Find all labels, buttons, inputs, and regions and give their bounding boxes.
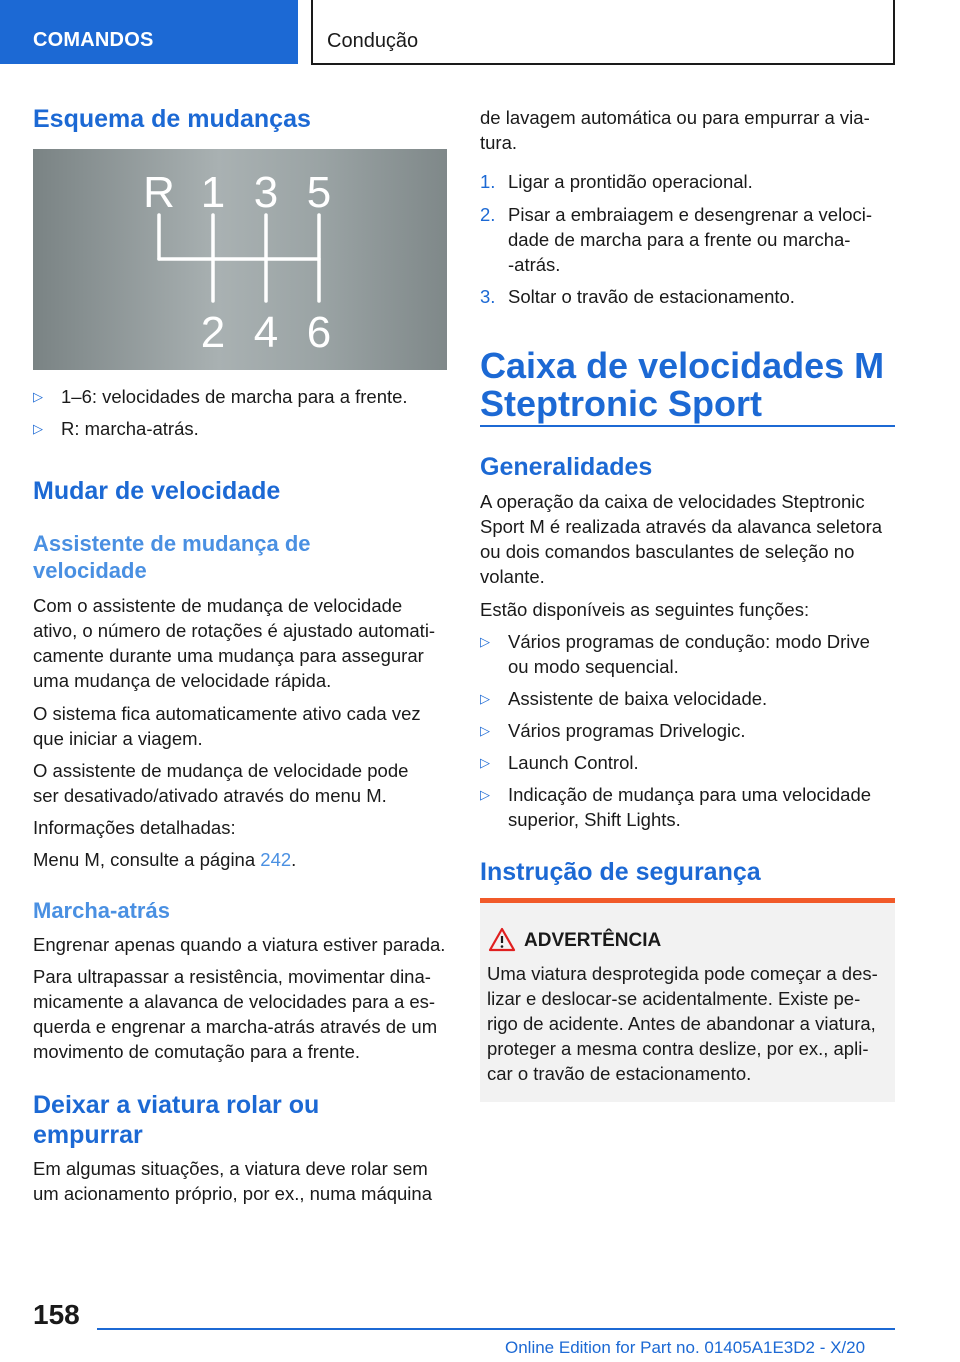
gear-label-bottom: 4 (253, 308, 279, 357)
bullet-triangle-icon: ▷ (480, 723, 490, 738)
warning-label: ADVERTÊNCIA (524, 930, 662, 951)
page-number: 158 (33, 1299, 80, 1330)
m-steptronic-heading-line1: Caixa de velocidades M (480, 345, 885, 386)
change-gear-heading: Mudar de velocidade (33, 477, 281, 505)
m-steptronic-heading-line2: Steptronic Sport (480, 383, 763, 424)
section-label: COMANDOS (33, 29, 154, 51)
paragraph: Menu M, consulte a página 242. (33, 849, 297, 870)
bullet-triangle-icon: ▷ (33, 421, 43, 436)
bullet-triangle-icon: ▷ (480, 691, 490, 706)
paragraph: de lavagem automática ou para empurrar a via- tura. (480, 107, 870, 153)
paragraph: Com o assistente de mudança de velocidade ativo, o número de rotações é ajustado automati- camente durante uma mudança para assegurar uma mudança de velocidade rápida. (33, 595, 436, 691)
assist-heading-line2: velocidade (33, 558, 147, 583)
gear-label-top: 5 (306, 168, 332, 217)
paragraph: A operação da caixa de velocidades Steptronic Sport M é realizada através da alavanca seletora ou dois comandos basculantes de seleção no volante. (480, 491, 883, 587)
paragraph: Em algumas situações, a viatura deve rolar sem um acionamento próprio, por ex., numa máquina (33, 1158, 432, 1204)
chapter-label: Condução (327, 30, 419, 52)
shift-pattern-graphic (33, 149, 447, 370)
paragraph: Estão disponíveis as seguintes funções: (480, 599, 810, 620)
warning-box (480, 898, 895, 1102)
reverse-heading: Marcha-atrás (33, 898, 170, 923)
bullet-triangle-icon: ▷ (480, 634, 490, 649)
assist-heading-line1: Assistente de mudança de (33, 531, 311, 556)
paragraph: O sistema fica automaticamente ativo cada vez que iniciar a viagem. (33, 703, 421, 749)
roll-heading-line2: empurrar (33, 1121, 143, 1149)
gear-label-bottom: 6 (306, 308, 332, 357)
gear-label-top: 1 (200, 168, 226, 217)
divider (480, 425, 895, 427)
bullet-triangle-icon: ▷ (33, 389, 43, 404)
warning-text: Uma viatura desprotegida pode começar a des- lizar e deslocar-se acidentalmente. Existe pe- rigo de acidente. Antes de abandonar a viatura, proteger a mesma contra deslize, por ex., apli- car o travão de estacionamento. (487, 963, 878, 1084)
paragraph: Para ultrapassar a resistência, movimentar dina- micamente a alavanca de velocidades para a es- querda e engrenar a marcha-atrás através de um movimento de comutação para a frente. (33, 966, 438, 1062)
section-tab (0, 0, 298, 64)
roll-heading-line1: Deixar a viatura rolar ou (33, 1091, 320, 1119)
footer-edition: Online Edition for Part no. 01405A1E3D2 - X/20 (505, 1338, 866, 1357)
paragraph: O assistente de mudança de velocidade pode ser desativado/ativado através do menu M. (33, 760, 409, 806)
page-link[interactable]: 242 (260, 849, 292, 870)
bullet-triangle-icon: ▷ (480, 755, 490, 770)
general-heading: Generalidades (480, 453, 653, 481)
gear-label-bottom: 2 (200, 308, 226, 357)
gear-label-top: 3 (253, 168, 279, 217)
safety-heading: Instrução de segurança (480, 858, 761, 886)
shift-scheme-heading: Esquema de mudanças (33, 105, 311, 133)
paragraph: Informações detalhadas: (33, 817, 236, 838)
chapter-tab (311, 0, 895, 65)
gear-shift-diagram (33, 149, 447, 370)
warning-triangle-icon (488, 927, 516, 952)
bullet-triangle-icon: ▷ (480, 787, 490, 802)
footer-divider (97, 1328, 895, 1330)
paragraph: Engrenar apenas quando a viatura estiver parada. (33, 934, 446, 955)
gear-label-top: R (143, 168, 175, 217)
